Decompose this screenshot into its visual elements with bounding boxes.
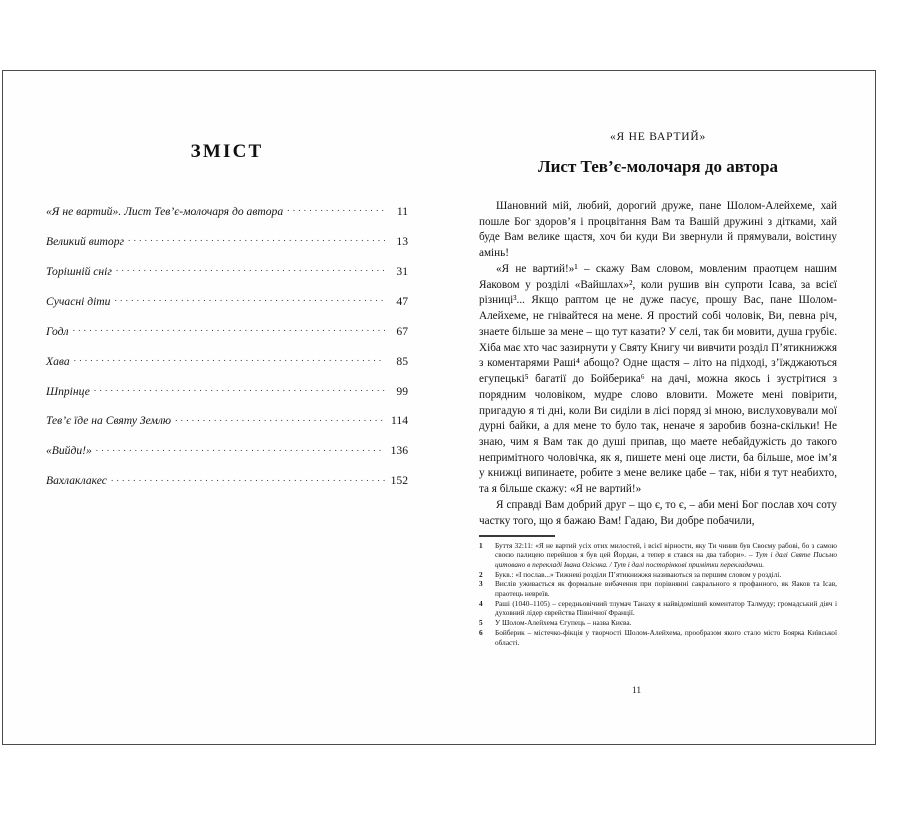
toc-entry-page-number: 136 (390, 444, 408, 458)
toc-entry-label: Сучасні діти (46, 294, 111, 308)
toc-entry-label: Тев’є їде на Святу Землю (46, 414, 172, 428)
footnote-text (495, 628, 837, 647)
left-page (3, 71, 439, 744)
toc-entry[interactable] (46, 293, 408, 308)
footnote-text (495, 618, 837, 628)
toc-entry[interactable] (46, 413, 408, 428)
toc-entry[interactable] (46, 383, 408, 398)
footnote-text (495, 541, 837, 570)
toc-entry-label: Шпрінце (46, 384, 90, 398)
toc-entry[interactable] (46, 353, 408, 368)
toc-entry[interactable] (46, 443, 408, 458)
footnote-number: 3 (479, 579, 483, 589)
footnote-text-main: Букв.: «І послав...» Тижневі розділи П’ятикнижжя називаються за першим словом у розділі. (495, 569, 782, 579)
toc-leader-dots (74, 353, 385, 365)
toc-entry-label: «Я не вартий». Лист Тев’є-молочаря до автора (46, 204, 284, 218)
footnote-text-main: Вислів уживається як формальне вибачення при порівнянні сакрального я профанного, як Яаков та Ісав, праотець невреїв. (495, 579, 837, 599)
toc-entry[interactable] (46, 263, 408, 278)
toc-entry-label: Торішній сніг (46, 264, 112, 278)
footnotes-section (479, 535, 837, 647)
footnote-number: 2 (479, 569, 483, 579)
toc-leader-dots (287, 203, 385, 215)
toc-entry-page-number: 67 (396, 324, 408, 338)
toc-entry-label: Великий виторг (46, 234, 125, 248)
toc-entry-page-number: 31 (396, 264, 408, 278)
toc-entry[interactable] (46, 233, 408, 248)
footnote-number: 5 (479, 618, 483, 628)
toc-entry-page-number: 47 (396, 294, 408, 308)
book-spread (2, 70, 876, 745)
toc-entry-page-number: 85 (396, 354, 408, 368)
page-number: 11 (632, 686, 642, 696)
toc-entry-page-number: 152 (390, 474, 408, 488)
footnote-number: 6 (479, 627, 483, 637)
footnote-item (479, 570, 837, 580)
toc-leader-dots (94, 383, 385, 395)
chapter-body-text (479, 199, 837, 529)
toc-entry-page-number: 114 (391, 414, 408, 428)
footnote-number: 1 (479, 540, 483, 550)
chapter-title: Лист Тев’є-молочаря до автора (537, 157, 779, 176)
toc-entry-page-number: 11 (396, 204, 408, 218)
toc-leader-dots (116, 263, 385, 275)
toc-list (46, 203, 408, 487)
footnote-list (479, 541, 837, 648)
body-paragraph: Шановний мій, любий, дорогий друже, пане Шолом-Алейхеме, хай пошле Бог здоров’я і процвітання Вам та Вашій дружині з дітками, хай буде Вам велике щастя, хоч би куди Ви звернули й прямували, воістину амінь! (479, 200, 837, 260)
footnote-text (495, 579, 837, 598)
table-of-contents (46, 141, 408, 503)
toc-entry-page-number: 99 (396, 384, 408, 398)
toc-entry-label: «Вийди!» (46, 444, 92, 458)
toc-entry-label: Вахлаклакес (46, 474, 107, 488)
toc-entry-label: Годл (46, 324, 69, 338)
toc-leader-dots (111, 473, 385, 485)
footnote-item (479, 599, 837, 618)
footnote-text-italic: Тут і далі Святе Письмо цитовано в перекладі Івана Огієнка. / Тут і далі посторінкові примітки перекладачки. (495, 550, 838, 569)
toc-leader-dots (128, 233, 385, 245)
footnote-text-main: У Шолом-Алейхема Єгупець – назва Києва. (495, 618, 632, 628)
footnote-item (479, 541, 837, 570)
footnote-text (495, 570, 837, 580)
toc-leader-dots (96, 443, 385, 455)
chapter-opening (479, 131, 837, 529)
toc-entry-label: Хава (46, 354, 70, 368)
footnote-text-main: Бойберик – містечко-фікція у творчості Шолом-Алейхема, прообразом якого стало місто Боярка Київської області. (495, 627, 837, 647)
toc-heading: ЗМІСТ (190, 141, 264, 162)
body-paragraph: «Я не вартий!»¹ – скажу Вам словом, мовленим праотцем нашим Яаковом у розділі «Вайшлах»², коли рушив він супроти Ісава, за всієї різниці³... Якщо раптом це не дуже пасує, прошу Вас, пане Шолом-Алейхеме, не гнівайтеся на мене. Я простий собі чоловік, Ви, певна річ, знаете більше за мене – що тут казати? У селі, так би мовити, душа грубіє. Хіба має хто час зазирнути у Святу Книгу чи вивчити розділ П’ятикнижжя з коментарями Раші⁴ абощо? Одне щастя – літо на підході, з’їжджаються егупецькі⁵ багатії до Бойберика⁶ на дачі, можна якось і зустрітися з порядним чоловіком, мудре слово вловити. Можете мені повірити, пригадую я ті дні, коли Ви сиділи в лісі поряд зі мною, вислуховували мої дурні байки, а для мене то було так, неначе я заробив бозна-скільки! Не знаю, чим я Вам так до душі припав, що маете небайдужість до такого непримітного чоловічка, як я, пишете мені оце листи, ба більше, мое ім’я у книжці випинаете, робите з мене велике цабе – так, ніби я тут неабихто, та я більше скажу: «Я не вартий!» (479, 262, 837, 496)
toc-entry-page-number: 13 (396, 234, 408, 248)
footnote-item (479, 628, 837, 647)
footnote-text-main: Буття 32:11: «Я не вартий усіх отих милостей, і всієї вірности, яку Ти чинив був Своєму рабові, бо з самою своєю палицею перейшов я був цей Йордан, а тепер я стався на два табори». – (495, 540, 837, 560)
body-paragraph: Я справді Вам добрий друг – що є, то є, – аби мені Бог послав хоч соту частку того, що я бажаю Вам! Гадаю, Ви добре побачили, (479, 498, 837, 527)
footnote-text (495, 599, 837, 618)
footnote-item (479, 618, 837, 628)
toc-leader-dots (73, 323, 385, 335)
footnote-item (479, 579, 837, 598)
toc-leader-dots (175, 413, 385, 425)
toc-entry[interactable] (46, 473, 408, 488)
footnote-text-main: Раші (1040–1105) – середньовічний тлумач Танаху я найвідоміший коментатор Талмуду; громадський діяч і духовний лідер єврейства Північної Франції. (495, 598, 837, 618)
footnote-separator-rule (479, 535, 555, 537)
toc-leader-dots (114, 293, 385, 305)
right-page (439, 71, 875, 744)
footnote-number: 4 (479, 598, 483, 608)
toc-entry[interactable] (46, 203, 408, 218)
toc-entry[interactable] (46, 323, 408, 338)
chapter-kicker: «Я НЕ ВАРТИЙ» (609, 131, 707, 143)
